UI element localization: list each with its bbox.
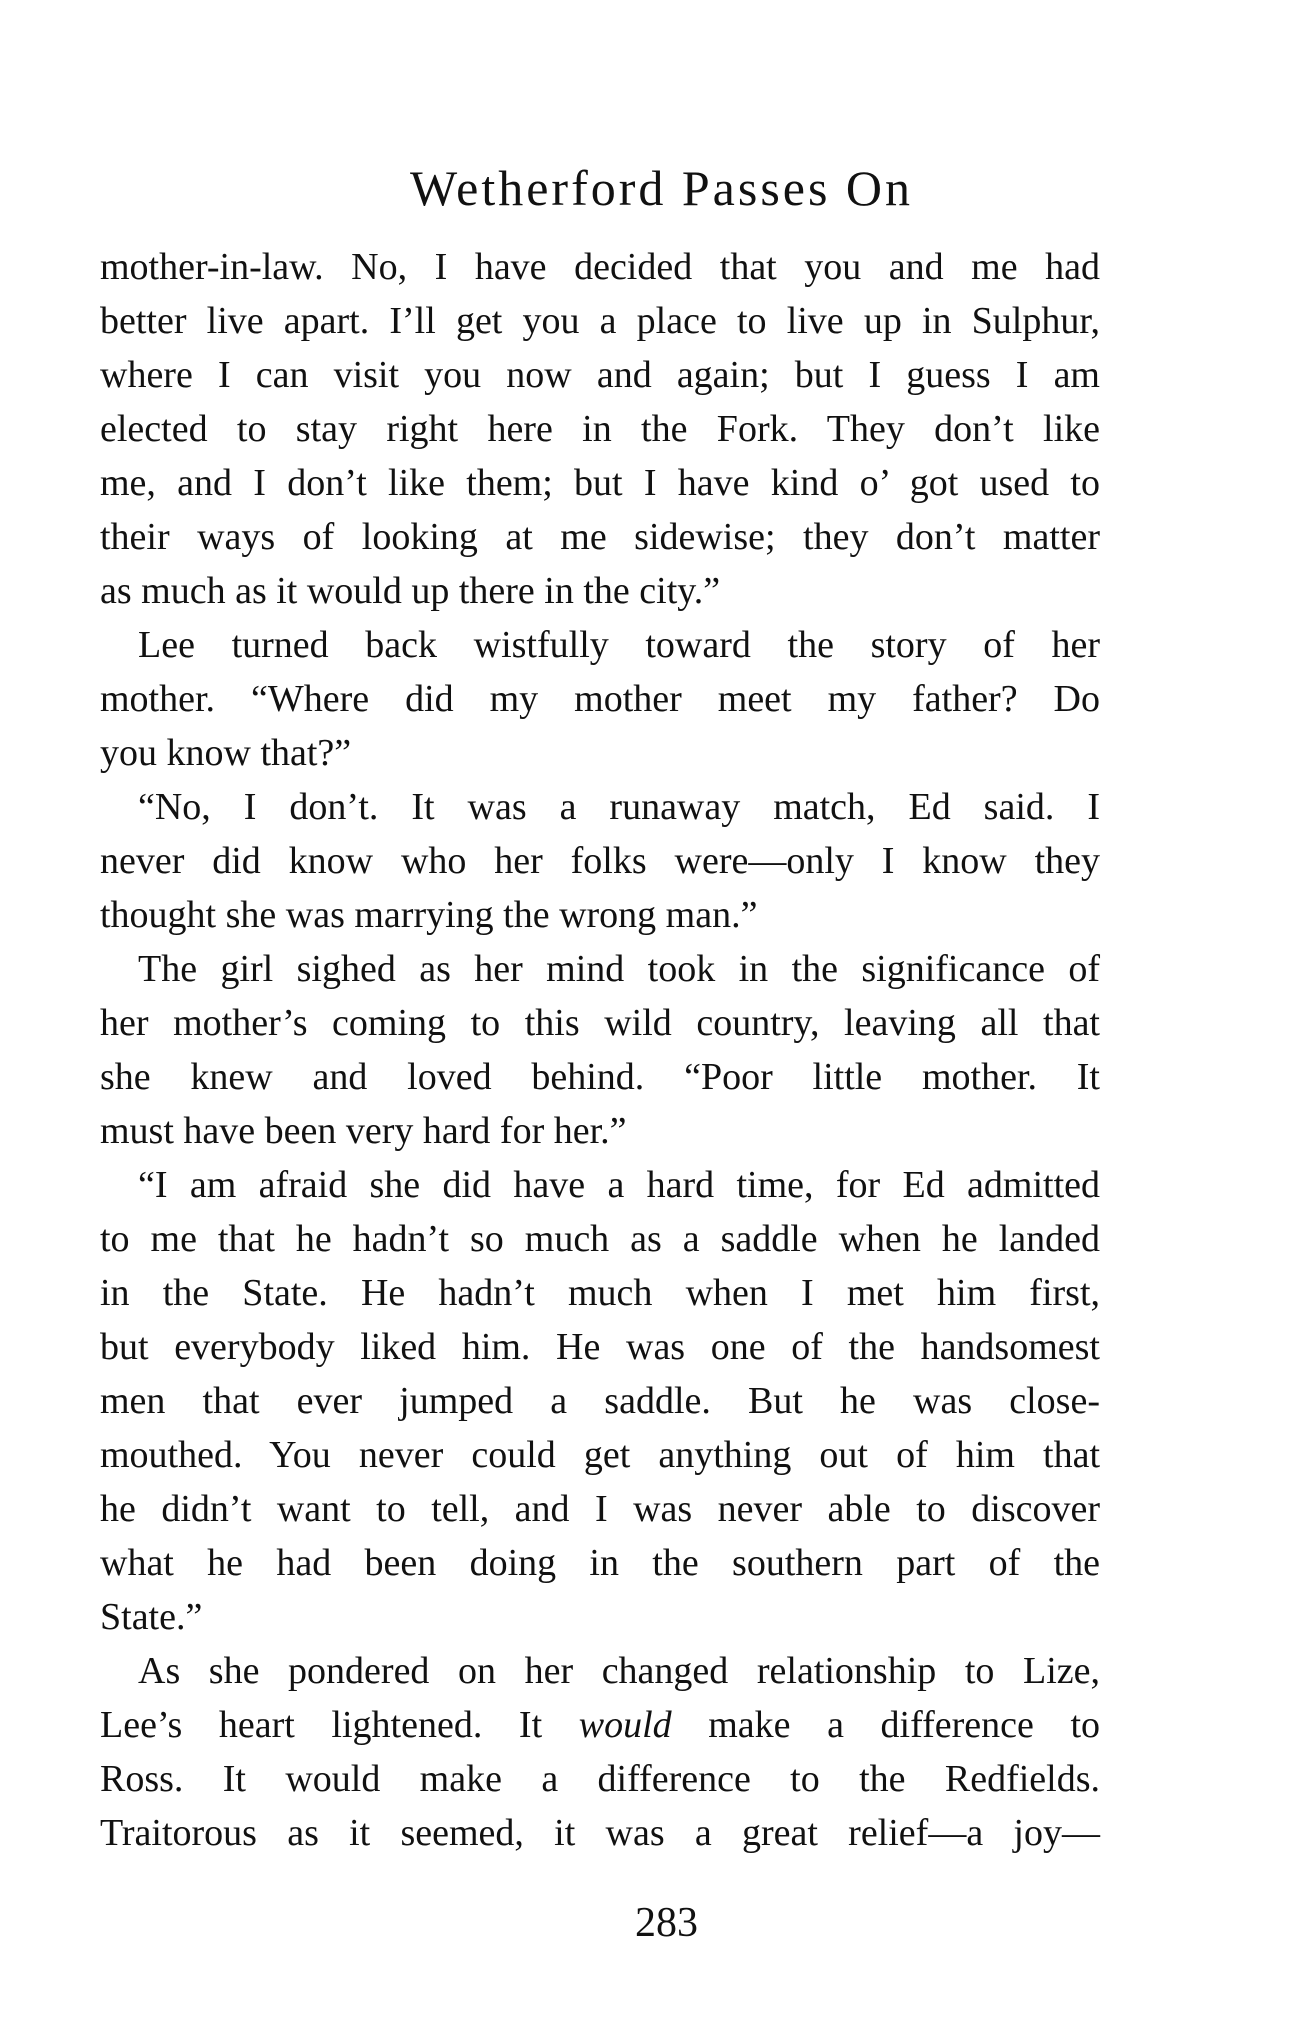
running-head: Wetherford Passes On [409, 160, 914, 216]
text-line: State.” [100, 1596, 203, 1638]
text-line: As she pondered on her changed relationship to Lize, [138, 1650, 1100, 1692]
text-line: Ross. It would make a difference to the Redfields. [100, 1758, 1100, 1800]
text-line: he didn’t want to tell, and I was never able to discover [100, 1488, 1100, 1530]
text-line: Lee’s heart lightened. It would make a difference to [100, 1704, 1100, 1746]
text-line: mother-in-law. No, I have decided that you and me had [100, 246, 1100, 288]
text-line: where I can visit you now and again; but I guess I am [100, 354, 1100, 396]
text-line: but everybody liked him. He was one of the handsomest [100, 1326, 1100, 1368]
text-line: “I am afraid she did have a hard time, for Ed admitted [138, 1164, 1100, 1206]
text-line: men that ever jumped a saddle. But he was close- [100, 1380, 1100, 1422]
page-number: 283 [635, 1900, 698, 1946]
text-line: their ways of looking at me sidewise; they don’t matter [100, 516, 1100, 558]
text-line: you know that?” [100, 732, 352, 774]
text-line: Traitorous as it seemed, it was a great relief—a joy— [100, 1812, 1100, 1854]
text-line: to me that he hadn’t so much as a saddle when he landed [100, 1218, 1100, 1260]
text-line: elected to stay right here in the Fork. They don’t like [100, 408, 1100, 450]
text-line: me, and I don’t like them; but I have kind o’ got used to [100, 462, 1100, 504]
text-line: Lee turned back wistfully toward the story of her [138, 624, 1100, 666]
italic-word: would [578, 1704, 672, 1746]
text-line: she knew and loved behind. “Poor little mother. It [100, 1056, 1100, 1098]
text-line: what he had been doing in the southern part of the [100, 1542, 1100, 1584]
text-line: never did know who her folks were—only I know they [100, 840, 1100, 882]
text-line: “No, I don’t. It was a runaway match, Ed said. I [138, 786, 1100, 828]
body-text [100, 240, 1100, 1860]
text-line: mother. “Where did my mother meet my father? Do [100, 678, 1100, 720]
text-line: in the State. He hadn’t much when I met him first, [100, 1272, 1100, 1314]
text-line: The girl sighed as her mind took in the significance of [138, 948, 1100, 990]
text-line: better live apart. I’ll get you a place to live up in Sulphur, [100, 300, 1100, 342]
text-line: must have been very hard for her.” [100, 1110, 627, 1152]
text-line: thought she was marrying the wrong man.” [100, 894, 758, 936]
text-line: her mother’s coming to this wild country, leaving all that [100, 1002, 1100, 1044]
text-line: mouthed. You never could get anything out of him that [100, 1434, 1100, 1476]
text-line: as much as it would up there in the city.” [100, 570, 721, 612]
